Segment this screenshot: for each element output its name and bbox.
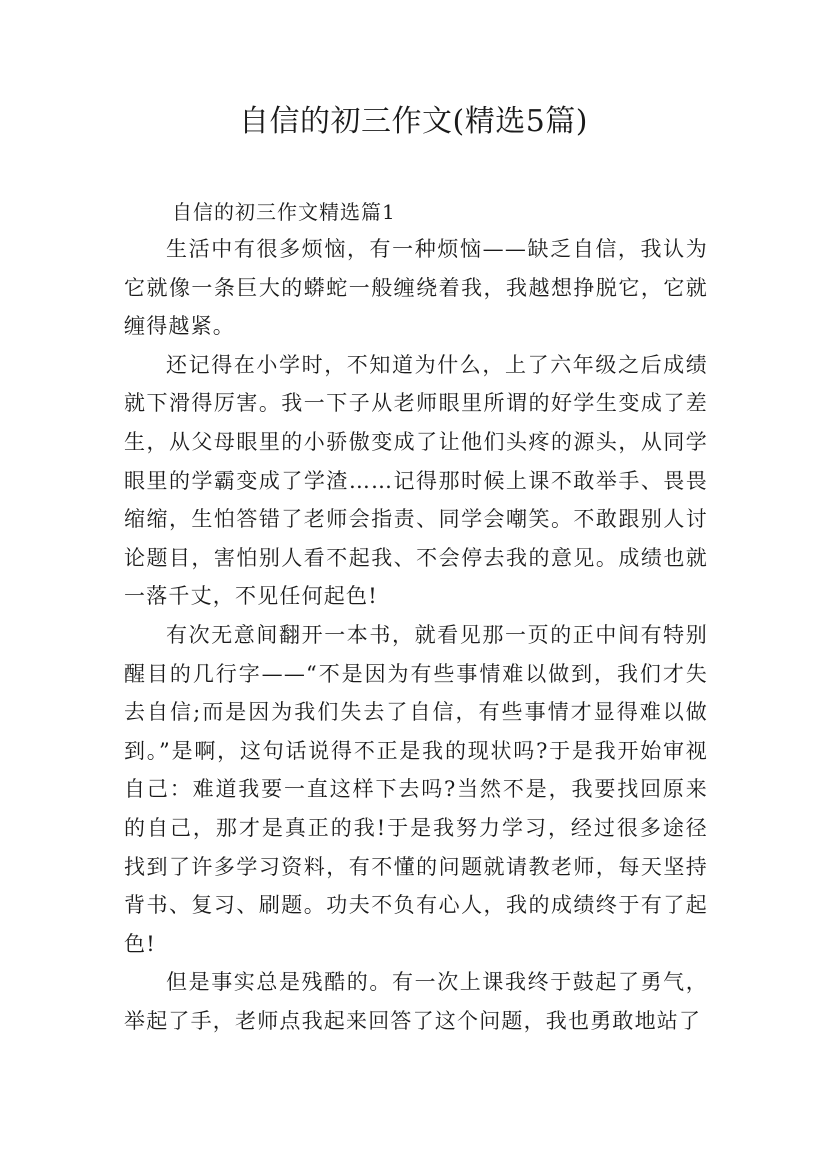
document-body xyxy=(124,196,708,1040)
paragraph-3: 有次无意间翻开一本书，就看见那一页的正中间有特别醒目的几行字——“不是因为有些事情难以做到，我们才失去自信;而是因为我们失去了自信，有些事情才显得难以做到。”是啊，这句话说得不正是我的现状吗?于是我开始审视自己：难道我要一直这样下去吗?当然不是，我要找回原来的自己，那才是真正的我!于是我努力学习，经过很多途径找到了许多学习资料，有不懂的问题就请教老师，每天坚持背书、复习、刷题。功夫不负有心人，我的成绩终于有了起色! xyxy=(124,622,708,956)
paragraph-1: 生活中有很多烦恼，有一种烦恼——缺乏自信，我认为它就像一条巨大的蟒蛇一般缠绕着我，我越想挣脱它，它就缠得越紧。 xyxy=(124,237,708,339)
document-title: 自信的初三作文(精选5篇) xyxy=(239,104,588,139)
paragraph-2: 还记得在小学时，不知道为什么，上了六年级之后成绩就下滑得厉害。我一下子从老师眼里所谓的好学生变成了差生，从父母眼里的小骄傲变成了让他们头疼的源头，从同学眼里的学霸变成了学渣……记得那时候上课不敢举手、畏畏缩缩，生怕答错了老师会指责、同学会嘲笑。不敢跟别人讨论题目，害怕别人看不起我、不会停去我的意见。成绩也就一落千丈，不见任何起色! xyxy=(124,352,708,609)
section-heading: 自信的初三作文精选篇1 xyxy=(172,200,396,224)
paragraph-4: 但是事实总是残酷的。有一次上课我终于鼓起了勇气，举起了手，老师点我起来回答了这个问题，我也勇敢地站了 xyxy=(124,970,708,1033)
